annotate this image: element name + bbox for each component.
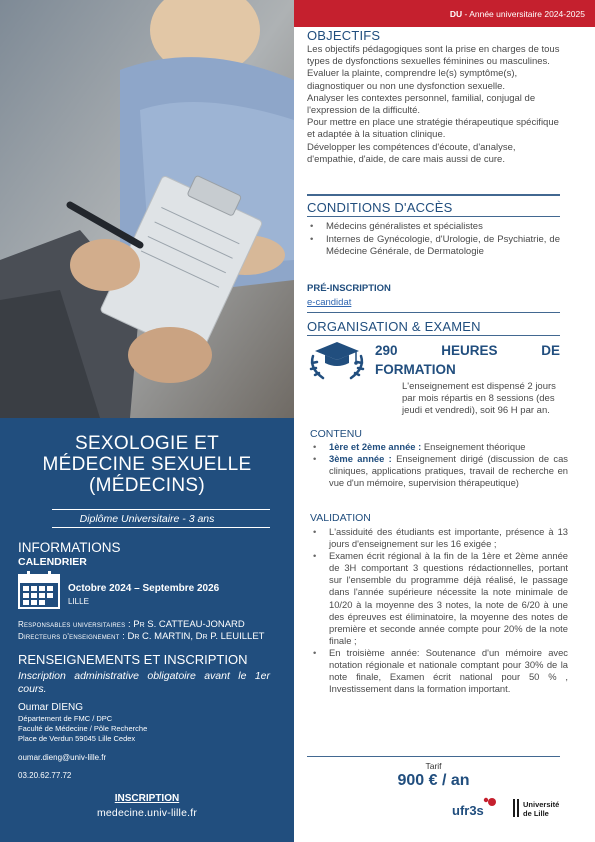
contact-name: Oumar DIENG — [18, 702, 84, 713]
objectifs-p1: Les objectifs pédagogiques sont la prise en charges de tous types de dysfonctions sexuelles féminines ou masculines. — [307, 44, 560, 68]
program-title — [0, 433, 294, 496]
hours-line-1: 290 HEURES DE — [375, 343, 560, 358]
list-item — [310, 441, 568, 453]
consultation-illustration — [0, 0, 294, 418]
title-line-2: MÉDECINE SEXUELLE — [42, 454, 252, 475]
academic-year: - Année universitaire 2024-2025 — [462, 9, 585, 19]
title-line-1: SEXOLOGIE ET — [74, 433, 220, 454]
contenu-text: Enseignement théorique — [423, 441, 526, 452]
objectifs-heading: OBJECTIFS — [307, 28, 381, 43]
resp-value: : Pr S. CATTEAU-JONARD — [125, 619, 245, 630]
univ-logo-line-1: Université — [523, 800, 560, 809]
graduation-cap-icon — [305, 338, 369, 387]
list-item: • En troisième année: Soutenance d'un mémoire avec notation régionale et nationale comptant pour 30% de la note finale, Examen écrit national pour 50 % , Investissement dans la formation important. — [310, 647, 568, 695]
contact-line-2: Faculté de Médecine / Pôle Recherche — [18, 724, 148, 733]
contenu-list — [310, 441, 568, 489]
divider — [307, 194, 560, 196]
inscription-note: Inscription administrative obligatoire avant le 1er cours. — [18, 670, 270, 695]
list-item: • L'assiduité des étudiants est importante, présence à 13 jours d'enseignement sur les 16 exigée ; — [310, 526, 568, 550]
contenu-text: Enseignement dirigé (discussion de cas cliniques, applications pratiques, travail de recherche en vue d'un mémoire, supervision thérapeutique) — [329, 453, 568, 489]
du-label: DU — [449, 9, 463, 19]
objectifs-p4: Pour mettre en place une stratégie thérapeutique spécifique et adaptée à la situation clinique. — [307, 117, 559, 141]
organisation-text: L'enseignement est dispensé 2 jours par mois répartis en 8 sessions (des jeudi et vendredi), soit 96 H par an. — [402, 381, 556, 417]
divider — [307, 756, 560, 757]
divider — [307, 312, 560, 313]
objectifs-p3: Analyser les contextes personnel, familial, conjugal de l'expression de la difficulté. — [307, 92, 536, 117]
calendar-icon — [18, 571, 60, 614]
list-item: • Médecins généralistes et spécialistes — [307, 221, 560, 234]
contenu-year-label: 1ère et 2ème année : — [329, 441, 424, 452]
dir-label: Directeurs d'enseignement — [18, 632, 120, 641]
divider — [307, 335, 560, 336]
validation-list — [310, 526, 568, 695]
ecandidat-link[interactable]: e-candidat — [307, 297, 352, 308]
hours-line-2: FORMATION — [375, 362, 456, 377]
inscription-url-link[interactable]: medecine.univ-lille.fr — [96, 807, 198, 819]
contenu-year-label: 3ème année : — [329, 453, 397, 465]
program-city: LILLE — [68, 597, 89, 606]
cover-photo — [0, 0, 294, 418]
objectifs-text — [307, 44, 560, 166]
title-line-3: (MÉDECINS) — [89, 475, 205, 496]
calendar-heading: CALENDRIER — [18, 556, 87, 568]
tarif-value: 900 € / an — [397, 772, 470, 789]
organisation-heading: ORGANISATION & EXAMEN — [307, 319, 481, 334]
validation-heading: VALIDATION — [310, 512, 371, 524]
list-item: • Internes de Gynécologie, d'Urologie, de Psychiatrie, de Médecine Générale, de Dermatologie — [307, 234, 560, 259]
preinscription-heading: PRÉ-INSCRIPTION — [307, 283, 391, 294]
list-item — [310, 453, 568, 489]
info-panel — [0, 418, 294, 842]
renseignements-heading: RENSEIGNEMENTS ET INSCRIPTION — [18, 652, 248, 667]
contact-address — [18, 714, 147, 744]
ufr3s-logo-text: ufr3s — [452, 803, 484, 818]
dir-value: : Dr C. MARTIN, Dr P. LEUILLET — [119, 631, 265, 642]
resp-label: Responsables universitaires — [18, 620, 126, 629]
ufr3s-logo — [452, 796, 502, 825]
contenu-heading: CONTENU — [310, 428, 362, 440]
title-rule-bottom — [52, 527, 270, 528]
list-item: • Examen écrit régional à la fin de la 1ère et 2ème année de 3H comportant 3 questions rédactionnelles, portant sur l'ensemble du programme déjà réalisé, le passage dans l'année supérieure nécessite la note minimale de 10/20 à la moyenne des 3 notes, la note de 6/20 à une des épreuves est éliminatoire, la moyenne des notes de première et seconde année compte pour 20% de la note finale ; — [310, 550, 568, 647]
contact-email-link[interactable]: oumar.dieng@univ-lille.fr — [18, 753, 107, 762]
program-dates: Octobre 2024 – Septembre 2026 — [68, 583, 220, 594]
contact-phone: 03.20.62.77.72 — [18, 771, 72, 780]
contact-line-3: Place de Verdun 59045 Lille Cedex — [18, 734, 136, 743]
objectifs-p2: Evaluer la plainte, comprendre le(s) symptôme(s), diagnostiquer ou non une dysfonction sexuelle. — [307, 68, 518, 92]
objectifs-p5: Développer les compétences d'écoute, d'analyse, d'empathie, d'aide, de care mais aussi de cure. — [307, 141, 516, 165]
inscription-heading: INSCRIPTION — [114, 793, 180, 804]
divider — [307, 216, 560, 217]
conditions-heading: CONDITIONS D'ACCÈS — [307, 200, 453, 215]
program-subtitle: Diplôme Universitaire - 3 ans — [79, 513, 215, 525]
header-bar — [294, 0, 595, 27]
left-column — [0, 0, 294, 842]
univ-logo-line-2: de Lille — [523, 809, 549, 818]
title-rule-top — [52, 509, 270, 510]
informations-heading: INFORMATIONS — [18, 540, 121, 555]
tarif-label: Tarif — [425, 761, 442, 771]
universite-de-lille-logo — [513, 797, 569, 826]
conditions-list — [307, 221, 560, 259]
responsables-block — [18, 619, 264, 643]
contact-line-1: Département de FMC / DPC — [18, 714, 113, 723]
